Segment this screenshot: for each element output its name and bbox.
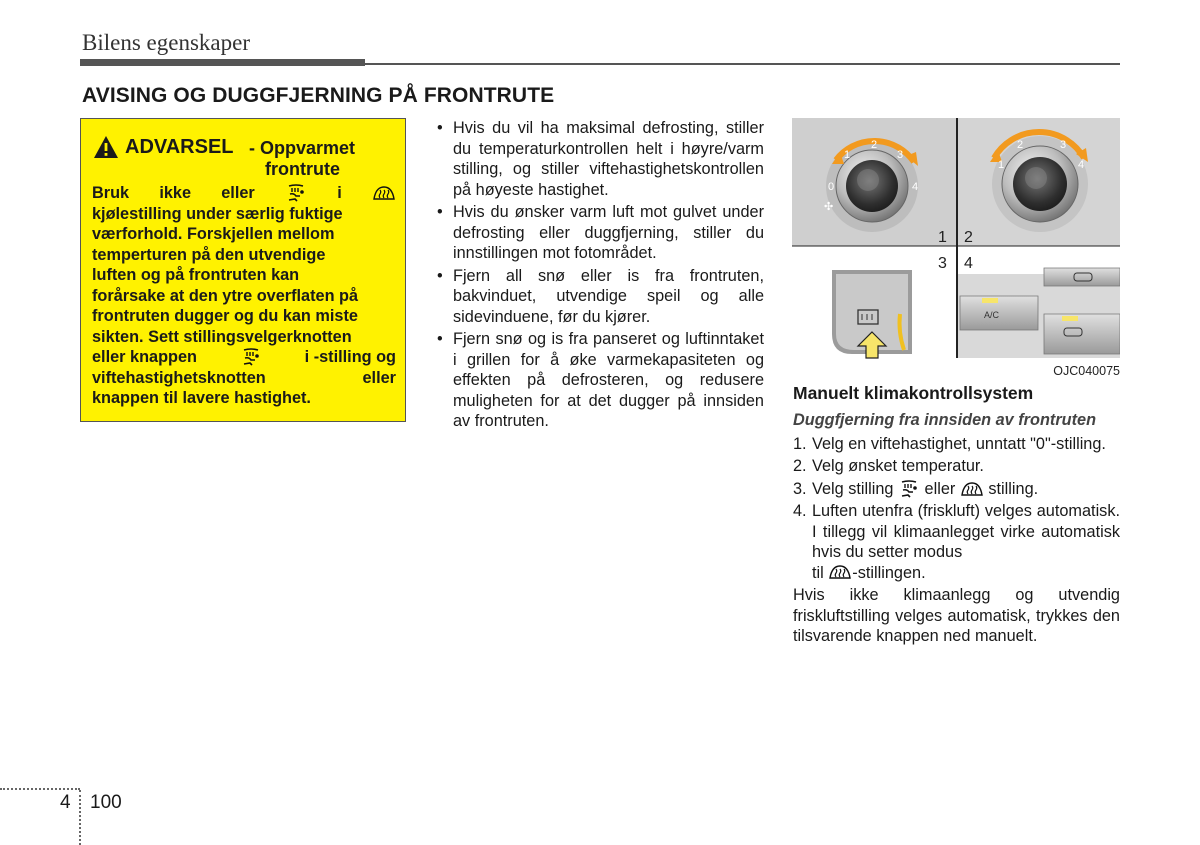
right-column	[793, 383, 1120, 647]
figure-code: OJC040075	[1053, 364, 1120, 378]
right-dial-number: 4	[1078, 159, 1085, 171]
warning-text: eller	[362, 368, 396, 387]
warning-line: sikten. Sett stillingsvelgerknotten	[92, 327, 352, 346]
warning-line: frontruten dugger og du kan miste	[92, 307, 358, 325]
list-item: • Fjern all snø eller is fra frontruten, bakvinduet, utvendige speil og alle sidevinduene, før du kjører.	[437, 266, 764, 326]
warning-text: eller knappen	[92, 348, 197, 366]
step-text: til	[812, 563, 824, 582]
defrost-floor-icon	[240, 348, 262, 366]
warning-word: ADVARSEL	[125, 136, 234, 158]
ac-button-label: A/C	[984, 310, 1000, 320]
panel-label-4: 4	[964, 255, 973, 272]
left-dial-number: 1	[844, 149, 851, 161]
step-item	[793, 434, 1120, 455]
warning-word-ikke: ikke	[159, 184, 192, 202]
step-text: Velg ønsket temperatur.	[812, 457, 984, 475]
footer-divider	[79, 790, 81, 845]
subsection-heading: Manuelt klimakontrollsystem	[793, 383, 1034, 403]
warning-line: kjølestilling under særlig fuktige	[92, 204, 343, 223]
step-item	[793, 501, 1120, 583]
step-number: 3.	[793, 479, 807, 498]
step-text: Velg en viftehastighet, unntatt "0"-stilling.	[812, 434, 1106, 453]
step-item	[793, 456, 1120, 477]
header-title: Bilens egenskaper	[82, 30, 250, 55]
warning-word-bruk: Bruk	[92, 184, 130, 202]
windshield-defrost-icon	[828, 563, 852, 581]
warning-word-i: i	[337, 184, 342, 202]
warning-triangle-icon	[93, 135, 119, 159]
panel-label-3: 3	[938, 255, 947, 272]
warning-word-eller: eller	[221, 184, 255, 202]
right-dial-number: 2	[1017, 139, 1024, 151]
warning-box	[80, 118, 406, 422]
middle-bullet-list	[437, 118, 764, 434]
step-text: Velg stilling	[812, 479, 894, 498]
bullet-text: Hvis du vil ha maksimal defrosting, stiller du temperaturkontrollen helt i høyre/varm stilling, og stiller viftehastighetskontrollen på høyeste hastighet.	[453, 119, 764, 199]
footer-rule	[0, 788, 80, 790]
left-dial-number: 0	[828, 181, 835, 193]
warning-line: knappen til lavere hastighet.	[92, 389, 311, 407]
windshield-defrost-icon	[960, 480, 984, 498]
climate-control-figure	[792, 118, 1120, 380]
right-dial-number: 3	[1060, 139, 1067, 151]
paragraph: Hvis ikke klimaanlegg og utvendig friskluftstilling velges automatisk, trykkes den tilsvarende knappen ned manuelt.	[793, 586, 1120, 645]
panel-label-2: 2	[964, 229, 973, 246]
panel-label-1: 1	[938, 229, 947, 246]
fan-icon: ✣	[824, 201, 834, 213]
header-rule-thick	[80, 59, 365, 66]
step-number: 1.	[793, 434, 807, 453]
step-text: -stillingen.	[852, 563, 926, 582]
step-text: stilling.	[988, 479, 1039, 498]
bullet-text: Fjern snø og is fra panseret og luftinntaket i grillen for å øke varmekapasiteten og effekten på defrosteren, og redusere muligheten for at det dugger på innsiden av frontruten.	[453, 330, 764, 430]
list-item: • Fjern snø og is fra panseret og luftinntaket i grillen for å øke varmekapasiteten og effekten på defrosteren, og redusere muligheten for at det dugger på innsiden av frontruten.	[437, 330, 764, 430]
page-number: 100	[90, 792, 122, 813]
warning-line: luften og på frontruten kan	[92, 266, 300, 284]
warning-line	[92, 368, 396, 389]
step-item	[793, 479, 1120, 500]
warning-body	[92, 183, 396, 409]
list-item: • Hvis du vil ha maksimal defrosting, stiller du temperaturkontrollen helt i høyre/varm stilling, og stiller viftehastighetskontrollen på høyeste hastighet.	[437, 119, 764, 199]
list-item: • Hvis du ønsker varm luft mot gulvet under defrosting eller duggfjerning, stiller du innstillingen mot fotområdet.	[437, 203, 764, 262]
header-rule-thin	[365, 63, 1120, 65]
defrost-floor-icon	[898, 480, 920, 498]
subsection-subheading: Duggfjerning fra innsiden av frontruten	[793, 410, 1097, 429]
step-text: eller	[924, 479, 956, 498]
bullet-text: Hvis du ønsker varm luft mot gulvet under defrosting eller duggfjerning, stiller du innstillingen mot fotområdet.	[453, 203, 764, 262]
warning-line: forårsake at den ytre overflaten på	[92, 286, 359, 305]
defrost-floor-icon	[285, 184, 307, 202]
warning-line	[92, 347, 396, 368]
figure-illustration	[792, 118, 1120, 380]
left-dial-number: 3	[897, 149, 904, 161]
section-title: AVISING OG DUGGFJERNING PÅ FRONTRUTE	[82, 84, 555, 107]
left-dial-number: 2	[871, 139, 878, 151]
warning-text: viftehastighetsknotten	[92, 368, 266, 387]
warning-line: temperturen på den utvendige	[92, 245, 326, 264]
page-section-number: 4	[60, 792, 71, 813]
right-dial-number: 1	[998, 159, 1005, 171]
warning-subtitle-1: - Oppvarmet	[249, 138, 356, 158]
step-number: 2.	[793, 457, 807, 475]
windshield-defrost-icon	[372, 184, 396, 202]
left-dial-number: 4	[912, 181, 919, 193]
step-text: Luften utenfra (friskluft) velges automatisk. I tillegg vil klimaanlegget virke automatisk hvis du setter modus	[812, 502, 1120, 561]
warning-line	[92, 183, 396, 204]
warning-text: i -stilling og	[304, 348, 396, 366]
warning-line: værforhold. Forskjellen mellom	[92, 225, 335, 243]
bullet-text: Fjern all snø eller is fra frontruten, bakvinduet, utvendige speil og alle sidevinduene, før du kjører.	[453, 266, 764, 326]
step-number: 4.	[793, 502, 807, 520]
warning-subtitle-2: frontrute	[265, 159, 340, 179]
